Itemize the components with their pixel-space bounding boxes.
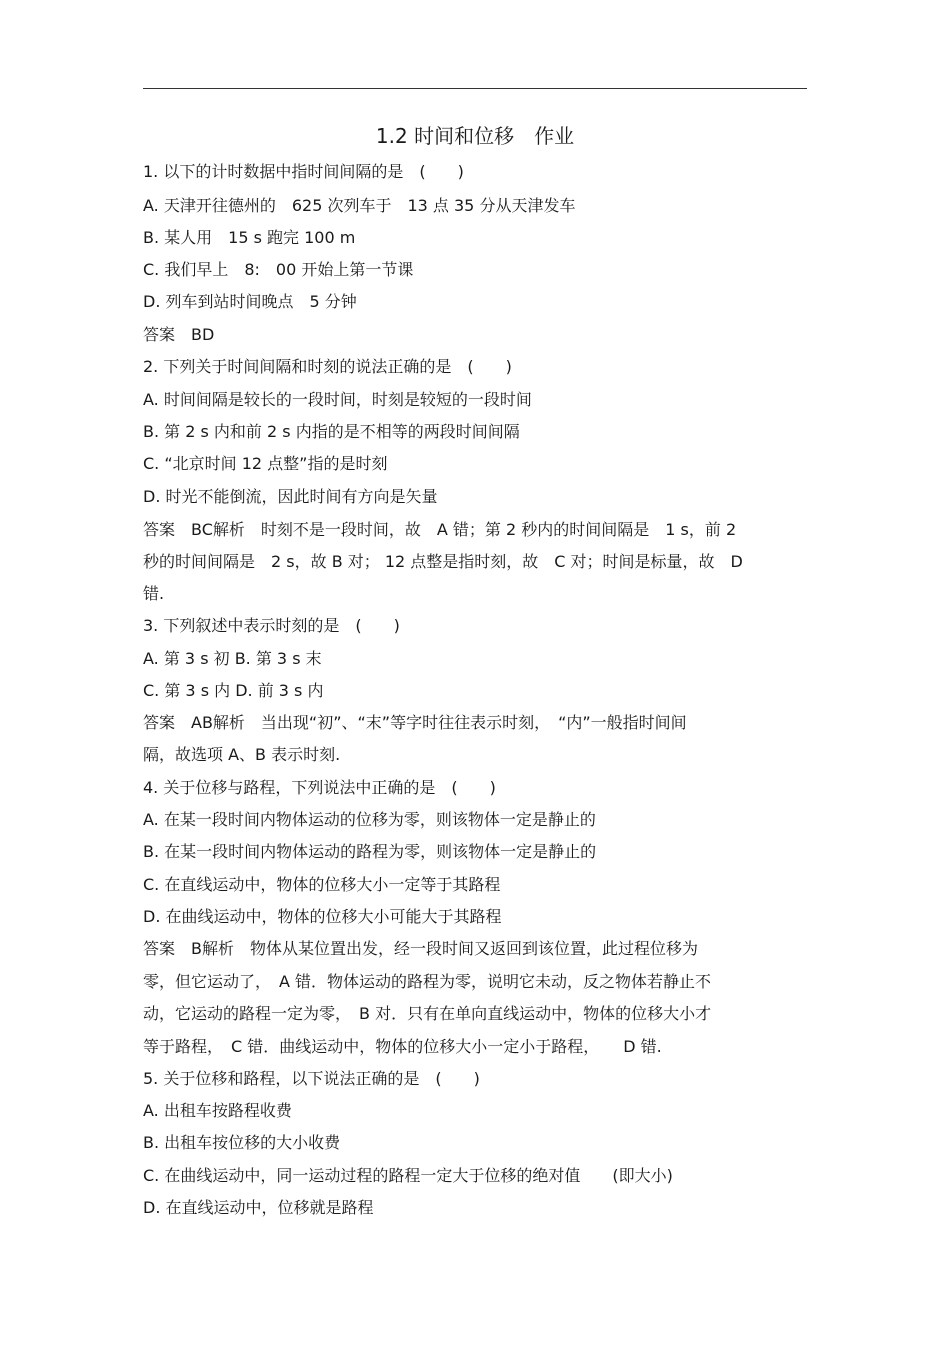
text-line: 答案 AB解析 当出现“初”、“末”等字时往往表示时刻， “内”一般指时间间 [143,713,687,732]
text-line: 3. 下列叙述中表示时刻的是 ( ) [143,616,400,635]
text-line: 2. 下列关于时间间隔和时刻的说法正确的是 ( ) [143,357,512,376]
text-line: 动，它运动的路程一定为零， B 对．只有在单向直线运动中，物体的位移大小才 [143,1004,712,1023]
header-rule [143,88,807,89]
text-line: C. 第 3 s 内 D. 前 3 s 内 [143,681,324,700]
text-line: D. 在直线运动中，位移就是路程 [143,1198,374,1217]
text-line: 1. 以下的计时数据中指时间间隔的是 ( ) [143,162,464,181]
text-line: D. 时光不能倒流，因此时间有方向是矢量 [143,487,438,506]
text-line: C. 我们早上 8: 00 开始上第一节课 [143,260,414,279]
text-line: A. 第 3 s 初 B. 第 3 s 末 [143,649,322,668]
text-line: A. 在某一段时间内物体运动的位移为零，则该物体一定是静止的 [143,810,596,829]
text-line: A. 天津开往德州的 625 次列车于 13 点 35 分从天津发车 [143,196,576,215]
text-line: B. 第 2 s 内和前 2 s 内指的是不相等的两段时间间隔 [143,422,520,441]
text-line: 零，但它运动了， A 错．物体运动的路程为零，说明它未动，反之物体若静止不 [143,972,712,991]
text-line: 答案 BD [143,325,215,344]
text-line: B. 在某一段时间内物体运动的路程为零，则该物体一定是静止的 [143,842,597,861]
text-line: C. 在曲线运动中，同一运动过程的路程一定大于位移的绝对值 (即大小) [143,1166,673,1185]
text-line: 错. [143,584,165,603]
page-title: 1.2 时间和位移 作业 [375,124,575,148]
text-line: B. 出租车按位移的大小收费 [143,1133,341,1152]
text-line: C. 在直线运动中，物体的位移大小一定等于其路程 [143,875,501,894]
text-line: B. 某人用 15 s 跑完 100 m [143,228,356,247]
text-line: A. 时间间隔是较长的一段时间，时刻是较短的一段时间 [143,390,532,409]
text-line: 5. 关于位移和路程，以下说法正确的是 ( ) [143,1069,480,1088]
text-line: 4. 关于位移与路程，下列说法中正确的是 ( ) [143,778,496,797]
text-line: 答案 B解析 物体从某位置出发，经一段时间又返回到该位置，此过程位移为 [143,939,698,958]
text-line: D. 列车到站时间晚点 5 分钟 [143,292,357,311]
text-line: C. “北京时间 12 点整”指的是时刻 [143,454,388,473]
text-line: A. 出租车按路程收费 [143,1101,292,1120]
text-line: 秒的时间间隔是 2 s，故 B 对； 12 点整是指时刻，故 C 对；时间是标量，故 D [143,552,743,571]
text-line: 答案 BC解析 时刻不是一段时间，故 A 错；第 2 秒内的时间间隔是 1 s，前 2 [143,520,737,539]
text-line: D. 在曲线运动中，物体的位移大小可能大于其路程 [143,907,502,926]
text-line: 隔，故选项 A、B 表示时刻. [143,745,341,764]
text-line: 等于路程， C 错．曲线运动中，物体的位移大小一定小于路程， D 错. [143,1037,662,1056]
